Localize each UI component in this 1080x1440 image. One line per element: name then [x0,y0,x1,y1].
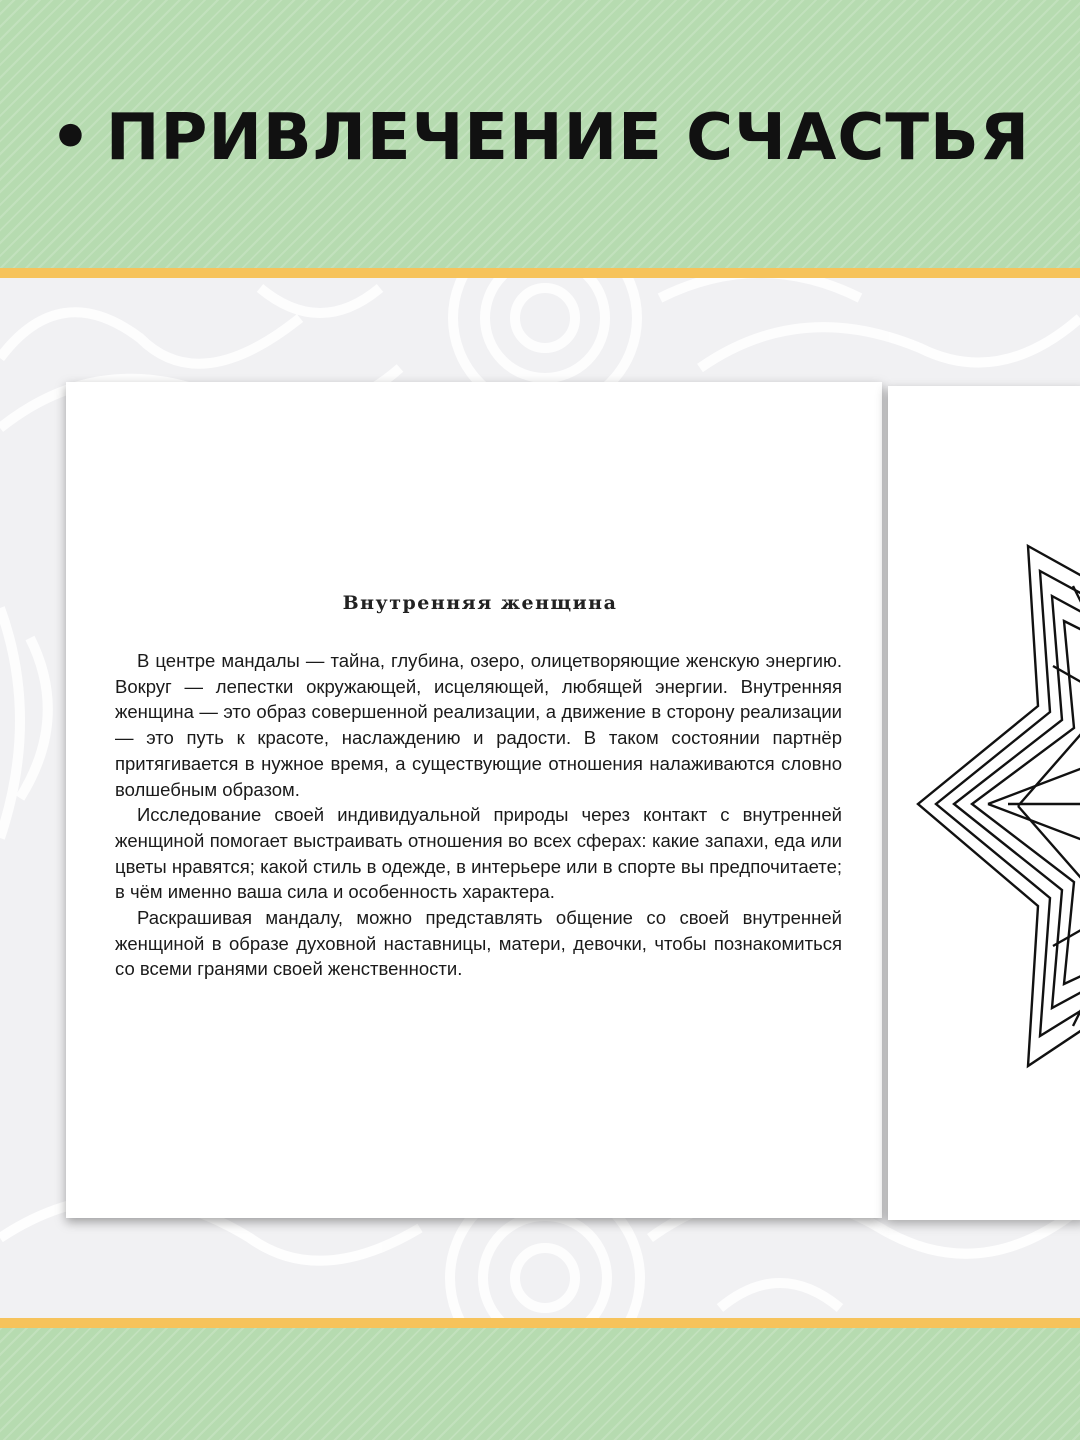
star-mandala-icon [888,386,1080,1220]
paragraph: Раскрашивая мандалу, можно представлять общение со своей внутренней женщиной в образе духовной наставницы, матери, девочки, чтобы познакомиться со всеми гранями своей женственности. [115,907,842,980]
heading-text: ПРИВЛЕЧЕНИЕ СЧАСТЬЯ [105,101,1031,175]
page-heading [0,98,1080,178]
top-accent-stripe [0,268,1080,278]
article-title: Внутренняя женщина [342,592,618,614]
bottom-accent-stripe [0,1318,1080,1328]
paragraph: Исследование своей индивидуальной природы через контакт с внутренней женщиной помогает выстраивать отношения во всех сферах: какие запахи, еда или цветы нравятся; какой стиль в одежде, в интерьере или в спорте вы предпочитаете; в чём именно ваша сила и особенность характера. [115,804,842,903]
bottom-banner [0,1328,1080,1440]
bullet-icon: • [49,101,92,175]
paragraph: В центре мандалы — тайна, глубина, озеро, олицетворяющие женскую энергию. Вокруг — лепестки окружающей, исцеляющей, любящей энергии. Внутренняя женщина — это образ совершенной реализации, а движение в сторону реализации — это путь к красоте, наслаждению и радости. В таком состоянии партнёр притягивается в нужное время, а существующие отношения налаживаются словно волшебным образом. [115,650,842,800]
article-body [115,648,842,982]
book-page-right [888,386,1080,1220]
